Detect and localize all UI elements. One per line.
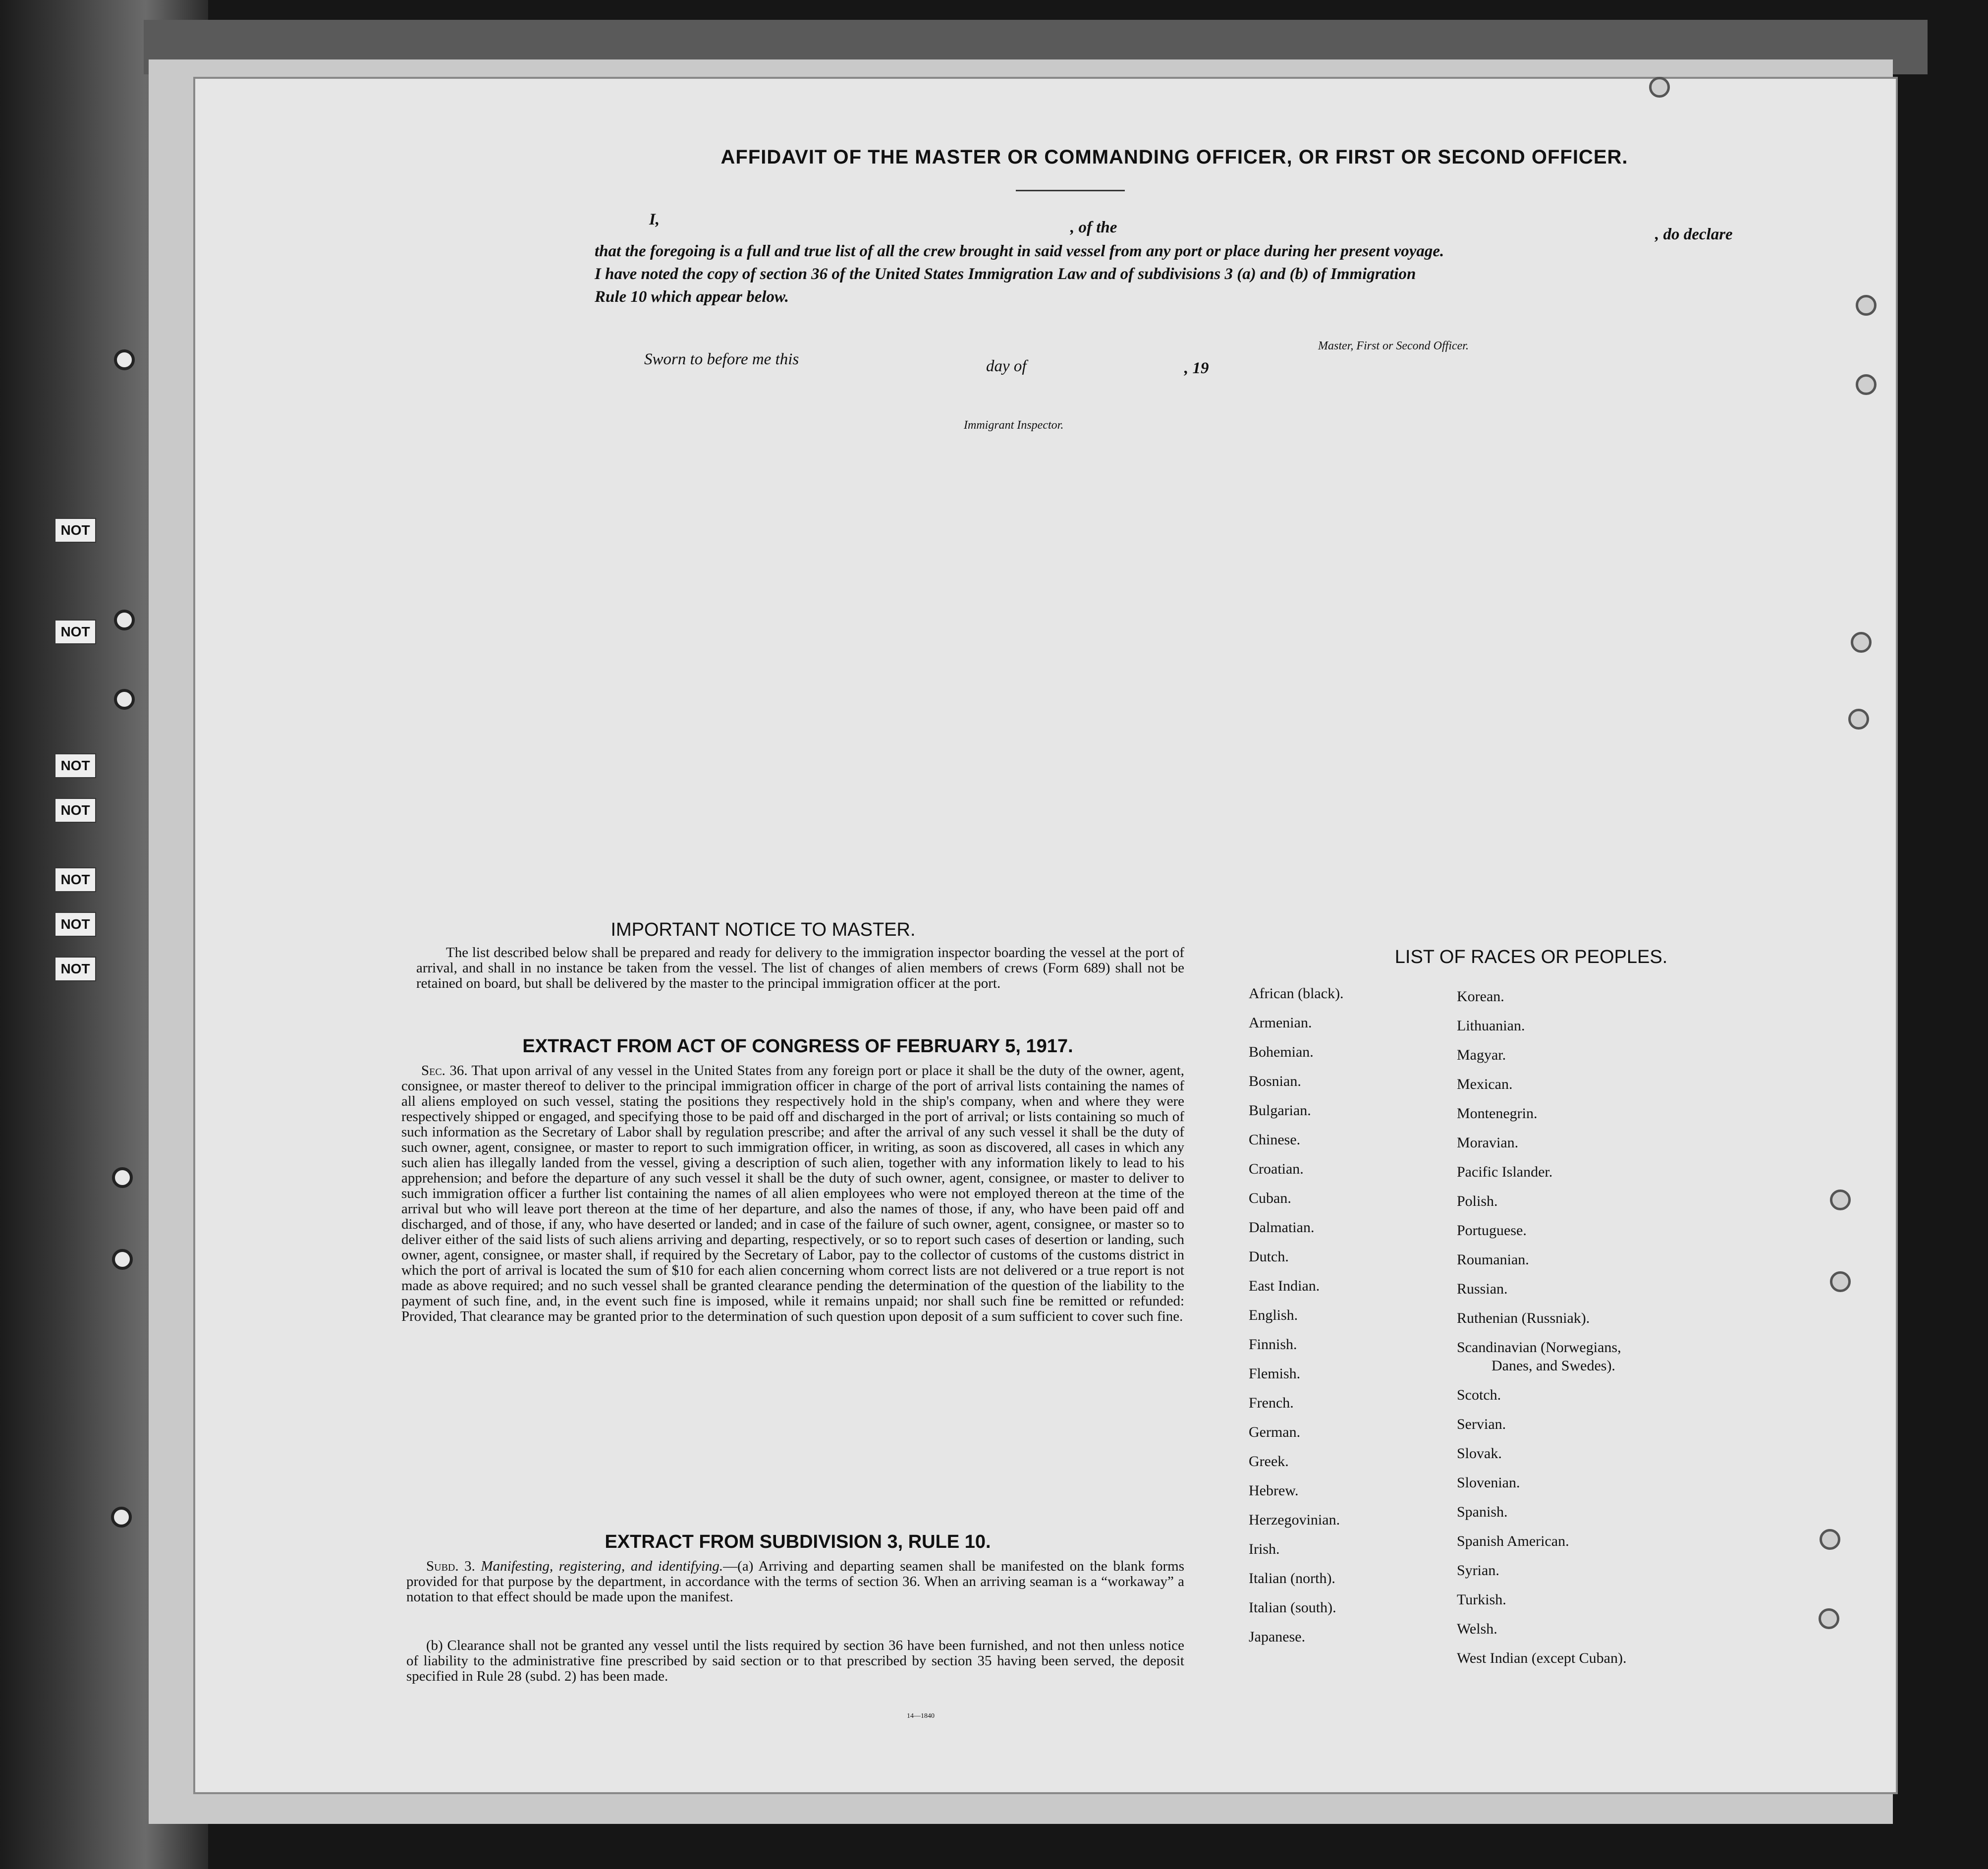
signature-label: Master, First or Second Officer. xyxy=(1318,340,1469,352)
paper-hole xyxy=(1856,295,1877,316)
race-item: Bulgarian. xyxy=(1249,1102,1311,1119)
declaration-line-2: I have noted the copy of section 36 of the United States Immigration Law and of subdivisions 3 (a) and (b) of Immigration xyxy=(595,265,1416,283)
race-item: Dutch. xyxy=(1249,1248,1289,1265)
binder-hole xyxy=(112,1249,133,1270)
race-item: Turkish. xyxy=(1457,1591,1506,1608)
binder-hole xyxy=(114,610,135,630)
declaration-line-3: Rule 10 which appear below. xyxy=(595,288,789,306)
binder-hole xyxy=(114,349,135,370)
race-item: Italian (north). xyxy=(1249,1570,1335,1586)
race-item: Armenian. xyxy=(1249,1015,1312,1031)
day-of-label: day of xyxy=(986,357,1027,375)
race-item: Spanish American. xyxy=(1457,1533,1569,1549)
rule-para-b: (b) Clearance shall not be granted any vessel until the lists required by section 36 have been furnished, and not then unless notice of liability to the administrative fine prescribed by said section or to that prescribed by section 35 having been served, the deposit specified in Rule 28 (subd. 2) has been made. xyxy=(406,1638,1184,1684)
act-section xyxy=(401,1063,1184,1324)
binder-tab: NOT xyxy=(55,518,96,543)
affidavit-title: AFFIDAVIT OF THE MASTER OR COMMANDING OFFICER, OR FIRST OR SECOND OFFICER. xyxy=(720,146,1628,168)
race-item: West Indian (except Cuban). xyxy=(1457,1650,1627,1666)
affidavit-pronoun: I, xyxy=(649,211,660,228)
race-item: Lithuanian. xyxy=(1457,1018,1525,1034)
race-item: Bohemian. xyxy=(1249,1044,1314,1060)
race-item: Korean. xyxy=(1457,988,1504,1005)
paper-hole xyxy=(1848,709,1869,730)
affidavit-do-declare: , do declare xyxy=(1655,226,1733,243)
race-item: Irish. xyxy=(1249,1541,1280,1557)
act-section-body: That upon arrival of any vessel in the United States from any foreign port or place it shall be the duty of the owner, agent, consignee, or master thereof to deliver to the principal immigration officer in charge of the port of arrival lists containing the names of all aliens employed on such vessel, stating the positions they respectively hold in the ship's company, when and where they were respectively shipped or engaged, and specifying those to be paid off and discharged in the port of arrival; or lists containing so much of such information as the Secretary of Labor shall by regulation prescribe; and after the arrival of any such vessel it shall be the duty of such owner, agent, consignee, or master to report to such immigration officer, in writing, as soon as discovered, all cases in which any such alien has illegally landed from the vessel, giving a description of such alien, together with any information likely to lead to his apprehension; and before the departure of any such vessel it shall be the duty of such owner, agent, consignee, or master to deliver to such immigration officer a further list containing the names of all alien employees who were not employed thereon at the time of the arrival but who will leave port thereon at the time of her departure, and also the names of those, if any, who have been paid off and discharged, and of those, if any, who have deserted or landed; and in case of the failure of such owner, agent, consignee, or master so to deliver either of the said lists of such aliens arriving and departing, respectively, or so to report such cases of desertion or landing, such owner, agent, consignee, or master shall, if required by the Secretary of Labor, pay to the collector of customs of the customs district in which the port of arrival is located the sum of $10 for each alien concerning whom correct lists are not delivered or a true report is not made as above required; and no such vessel shall be granted clearance pending the determination of the question of the liability to the payment of such fine, and, in the event such fine is imposed, while it remains unpaid; nor shall such fine be remitted or refunded: Provided, That clearance may be granted prior to the determination of such question upon deposit of a sum sufficient to cover such fine. xyxy=(401,1063,1184,1324)
affidavit-of-the: , of the xyxy=(1070,219,1117,236)
races-title: LIST OF RACES OR PEOPLES. xyxy=(1394,947,1668,967)
races-column-2 xyxy=(1457,982,1714,1673)
race-item: Greek. xyxy=(1249,1453,1289,1470)
race-item: Slovenian. xyxy=(1457,1474,1520,1491)
inspector-label: Immigrant Inspector. xyxy=(964,419,1064,432)
declaration-line-1: that the foregoing is a full and true list of all the crew brought in said vessel from any port or place during her present voyage. xyxy=(595,242,1444,260)
rule-subd-label: Subd. 3. xyxy=(426,1558,475,1574)
paper-hole xyxy=(1851,632,1872,653)
race-item: Dalmatian. xyxy=(1249,1219,1315,1236)
race-item: Chinese. xyxy=(1249,1132,1301,1148)
rule-para-a xyxy=(406,1559,1184,1605)
race-item: German. xyxy=(1249,1424,1301,1440)
title-underline xyxy=(1016,190,1125,191)
race-item: Montenegrin. xyxy=(1457,1105,1538,1122)
race-item: Polish. xyxy=(1457,1193,1498,1209)
race-item: Pacific Islander. xyxy=(1457,1164,1553,1180)
binder-tab: NOT xyxy=(55,912,96,937)
race-item: Servian. xyxy=(1457,1416,1506,1432)
race-item: Cuban. xyxy=(1249,1190,1291,1206)
race-item: Finnish. xyxy=(1249,1336,1297,1353)
race-item: Welsh. xyxy=(1457,1621,1497,1637)
sworn-label: Sworn to before me this xyxy=(644,350,799,368)
rule-title: EXTRACT FROM SUBDIVISION 3, RULE 10. xyxy=(605,1531,991,1552)
race-item: Scotch. xyxy=(1457,1387,1501,1403)
race-item: Russian. xyxy=(1457,1281,1508,1297)
race-item: Spanish. xyxy=(1457,1504,1508,1520)
race-item: Ruthenian (Russniak). xyxy=(1457,1310,1590,1326)
paper-hole xyxy=(1820,1529,1840,1550)
race-item: East Indian. xyxy=(1249,1278,1320,1294)
paper-hole xyxy=(1856,374,1877,395)
paper-hole xyxy=(1830,1189,1851,1210)
race-item: English. xyxy=(1249,1307,1298,1323)
race-item: French. xyxy=(1249,1395,1294,1411)
paper-hole xyxy=(1830,1271,1851,1292)
race-item: Hebrew. xyxy=(1249,1482,1299,1499)
race-item: Herzegovinian. xyxy=(1249,1512,1340,1528)
binder-hole xyxy=(114,689,135,710)
race-item: Mexican. xyxy=(1457,1076,1513,1092)
notice-title: IMPORTANT NOTICE TO MASTER. xyxy=(610,919,916,940)
year-label: , 19 xyxy=(1184,359,1209,377)
rule-para-a-text: —(a) Arriving and departing seamen shall be manifested on the blank forms provided for that purpose by the department, in accordance with the terms of section 36. When an arriving seaman is a “workaway” a notation to that effect should be made upon the manifest. xyxy=(406,1558,1184,1605)
race-item: Japanese. xyxy=(1249,1629,1306,1645)
race-item: Danes, and Swedes). xyxy=(1491,1358,1615,1374)
race-item: Magyar. xyxy=(1457,1047,1506,1063)
race-item: Flemish. xyxy=(1249,1365,1301,1382)
paper-hole xyxy=(1649,77,1670,98)
race-item: Syrian. xyxy=(1457,1562,1499,1579)
race-item: Scandinavian (Norwegians, xyxy=(1457,1339,1621,1356)
races-column-1 xyxy=(1249,979,1457,1651)
act-title: EXTRACT FROM ACT OF CONGRESS OF FEBRUARY 5, 1917. xyxy=(522,1036,1073,1057)
rule-subd-heading: Manifesting, registering, and identifying. xyxy=(481,1558,723,1574)
race-item: African (black). xyxy=(1249,985,1344,1002)
race-item: Bosnian. xyxy=(1249,1073,1301,1089)
binder-tab: NOT xyxy=(55,867,96,892)
crew-list-affidavit-page xyxy=(193,77,1898,1794)
binder-hole xyxy=(112,1167,133,1188)
binder-hole xyxy=(111,1507,132,1528)
binder-tab: NOT xyxy=(55,620,96,644)
race-item: Italian (south). xyxy=(1249,1599,1336,1616)
act-section-label: Sec. 36. xyxy=(421,1063,468,1078)
binder-tab: NOT xyxy=(55,798,96,823)
race-item: Portuguese. xyxy=(1457,1222,1527,1239)
notice-body: The list described below shall be prepared and ready for delivery to the immigration inspector boarding the vessel at the port of arrival, and shall in no instance be taken from the vessel. The list of changes of alien members of crews (Form 689) shall not be retained on board, but shall be delivered by the master to the principal immigration officer at the port. xyxy=(416,945,1184,991)
race-item: Slovak. xyxy=(1457,1445,1502,1462)
race-item: Moravian. xyxy=(1457,1134,1519,1151)
race-item: Roumanian. xyxy=(1457,1251,1529,1268)
binder-tab: NOT xyxy=(55,957,96,981)
paper-hole xyxy=(1819,1608,1839,1629)
race-item: Croatian. xyxy=(1249,1161,1304,1177)
form-number: 14—1840 xyxy=(907,1712,935,1720)
binder-tab: NOT xyxy=(55,753,96,778)
